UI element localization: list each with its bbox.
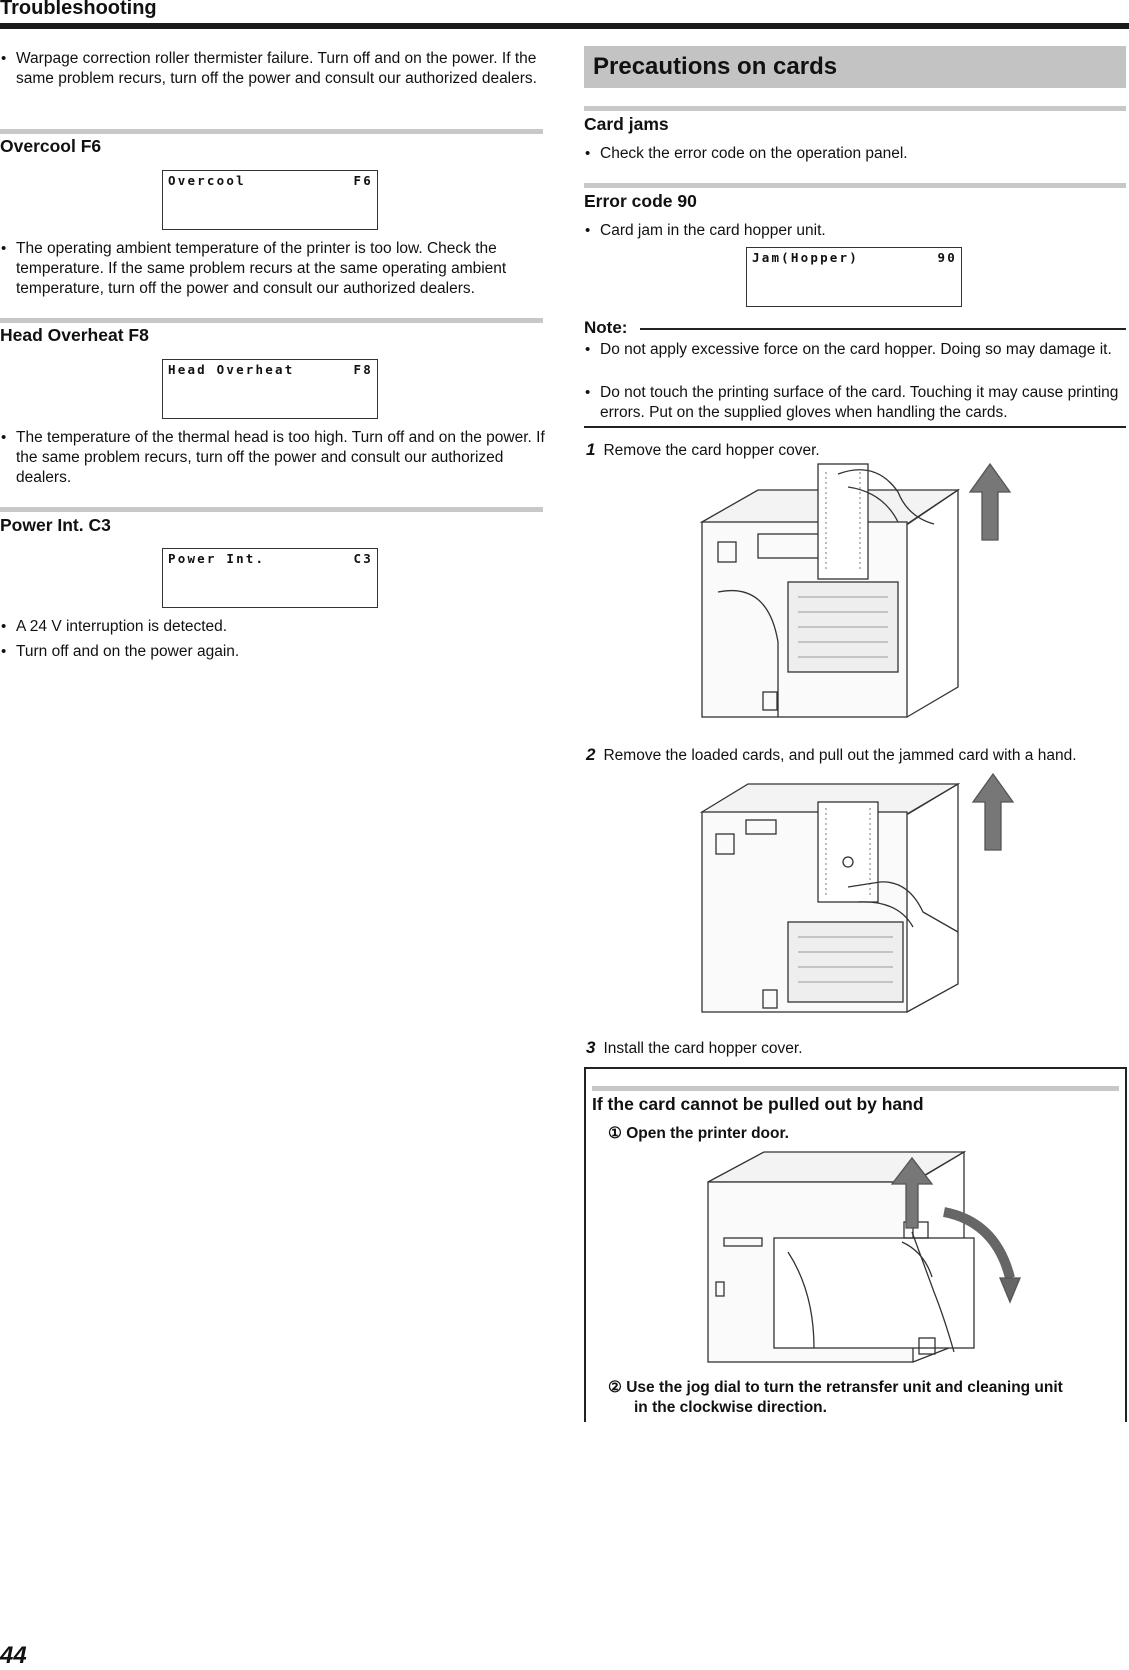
power-int-bullet-2: • Turn off and on the power again. — [0, 642, 546, 662]
box-left-border — [584, 1067, 586, 1422]
step-number: 3 — [586, 1038, 596, 1057]
lcd-display-jam-hopper — [746, 247, 962, 307]
section-divider — [592, 1086, 1119, 1091]
printer-open-door-illustration — [704, 1142, 1024, 1370]
substep-text: Use the jog dial to turn the retransfer unit and cleaning unit — [626, 1379, 1063, 1396]
section-divider — [0, 318, 543, 323]
overcool-bullet: • The operating ambient temperature of the printer is too low. Check the temperature. If the same problem recurs at the same operating ambient temperature, turn off the power and consult our authorized dealers. — [0, 239, 546, 299]
lcd-message: Overcool — [168, 173, 246, 188]
page-number: 44 — [0, 1642, 27, 1669]
lcd-display-head-overheat — [162, 359, 378, 419]
box-substep-2 — [608, 1378, 1063, 1418]
section-heading-error-90: Error code 90 — [584, 191, 697, 211]
step-text: Remove the card hopper cover. — [603, 442, 820, 459]
head-overheat-bullet: • The temperature of the thermal head is too high. Turn off and on the power. If the same problem recurs, turn off the power and consult our authorized dealers. — [0, 428, 546, 488]
substep-number: ① — [608, 1125, 622, 1142]
section-divider — [0, 129, 543, 134]
substep-number: ② — [608, 1379, 622, 1396]
note-bullet-2: • Do not touch the printing surface of the card. Touching it may cause printing errors. Put on the supplied gloves when handling the cards. — [584, 383, 1129, 423]
lcd-display-overcool — [162, 170, 378, 230]
step-number: 1 — [586, 440, 596, 459]
page-header-title: Troubleshooting — [0, 0, 157, 19]
note-rule-top — [640, 328, 1126, 330]
step-text: Install the card hopper cover. — [603, 1040, 803, 1057]
box-substep-1 — [608, 1124, 789, 1143]
step-2 — [586, 745, 1077, 765]
step-3 — [586, 1038, 803, 1058]
lcd-code: F6 — [353, 173, 373, 188]
box-top-border — [584, 1067, 1126, 1069]
note-rule-bottom — [584, 426, 1126, 428]
lcd-message: Jam(Hopper) — [752, 250, 859, 265]
box-right-border — [1125, 1067, 1127, 1422]
intro-bullet: • Warpage correction roller thermister failure. Turn off and on the power. If the same problem recurs, turn off the power and consult our authorized dealers. — [0, 49, 546, 89]
step-1 — [586, 440, 820, 460]
note-label: Note: — [584, 318, 628, 337]
step-number: 2 — [586, 745, 596, 764]
section-divider — [584, 106, 1126, 111]
note-bullet-1: • Do not apply excessive force on the card hopper. Doing so may damage it. — [584, 340, 1129, 360]
substep-text-cont: in the clockwise direction. — [634, 1399, 827, 1416]
printer-hopper-cover-illustration — [698, 462, 1018, 727]
lcd-display-power-int — [162, 548, 378, 608]
section-heading-head-overheat: Head Overheat F8 — [0, 325, 149, 345]
lcd-code: C3 — [353, 551, 373, 566]
lcd-code: 90 — [937, 250, 957, 265]
section-heading-overcool: Overcool F6 — [0, 136, 102, 156]
section-divider — [0, 507, 543, 512]
section-heading-power-int: Power Int. C3 — [0, 515, 111, 535]
precautions-banner: Precautions on cards — [584, 46, 1126, 88]
lcd-code: F8 — [353, 362, 373, 377]
power-int-bullet-1: • A 24 V interruption is detected. — [0, 617, 546, 637]
section-heading-card-jams: Card jams — [584, 114, 669, 134]
card-jams-bullet: • Check the error code on the operation panel. — [584, 144, 1129, 164]
section-divider — [584, 183, 1126, 188]
error-90-bullet: • Card jam in the card hopper unit. — [584, 221, 1129, 241]
step-text: Remove the loaded cards, and pull out the jammed card with a hand. — [603, 747, 1077, 764]
header-rule — [0, 23, 1129, 29]
printer-remove-cards-illustration — [698, 772, 1018, 1022]
lcd-message: Power Int. — [168, 551, 266, 566]
box-heading: If the card cannot be pulled out by hand — [592, 1094, 924, 1114]
lcd-message: Head Overheat — [168, 362, 295, 377]
substep-text: Open the printer door. — [626, 1125, 789, 1142]
